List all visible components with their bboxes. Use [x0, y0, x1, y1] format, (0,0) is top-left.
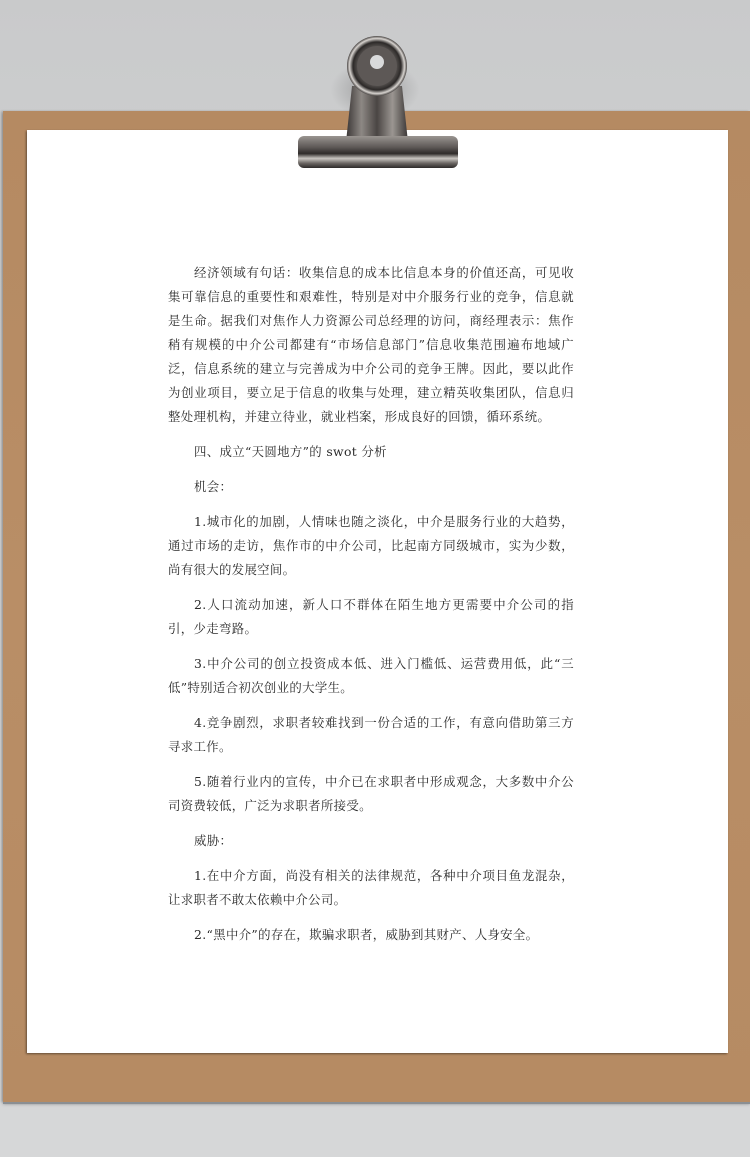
binder-clip-icon [290, 24, 465, 172]
threat-item-1: 1.在中介方面，尚没有相关的法律规范，各种中介项目鱼龙混杂，让求职者不敢太依赖中介公司。 [168, 868, 574, 907]
opportunity-item-3: 3.中介公司的创立投资成本低、进入门槛低、运营费用低，此“三低”特别适合初次创业的大学生。 [168, 656, 574, 695]
opportunity-item-5: 5.随着行业内的宣传，中介已在求职者中形成观念，大多数中介公司资费较低，广泛为求职者所接受。 [168, 774, 574, 813]
section-heading-swot: 四、成立“天圆地方”的 swot 分析 [194, 444, 387, 459]
opportunity-item-4: 4.竞争剧烈，求职者较难找到一份合适的工作，有意向借助第三方寻求工作。 [168, 715, 574, 754]
opportunity-item-2: 2.人口流动加速，新人口不群体在陌生地方更需要中介公司的指引，少走弯路。 [168, 597, 574, 636]
subheading-threats: 威胁： [194, 833, 233, 848]
subheading-opportunities: 机会： [194, 479, 233, 494]
document-body [168, 261, 574, 958]
paragraph-intro: 经济领域有句话：收集信息的成本比信息本身的价值还高，可见收集可靠信息的重要性和艰难性，特别是对中介服务行业的竞争，信息就是生命。据我们对焦作人力资源公司总经理的访问，商经理表示：焦作稍有规模的中介公司都建有“市场信息部门”信息收集范围遍布地域广泛，信息系统的建立与完善成为中介公司的竞争王牌。因此，要以此作为创业项目，要立足于信息的收集与处理，建立精英收集团队，信息归整处理机构，并建立待业，就业档案，形成良好的回馈，循环系统。 [168, 265, 574, 424]
threat-item-2: 2.“黑中介”的存在，欺骗求职者，威胁到其财产、人身安全。 [194, 927, 539, 942]
opportunity-item-1: 1.城市化的加剧，人情味也随之淡化，中介是服务行业的大趋势，通过市场的走访，焦作市的中介公司，比起南方同级城市，实为少数，尚有很大的发展空间。 [168, 514, 574, 577]
board-edge [3, 1102, 750, 1104]
